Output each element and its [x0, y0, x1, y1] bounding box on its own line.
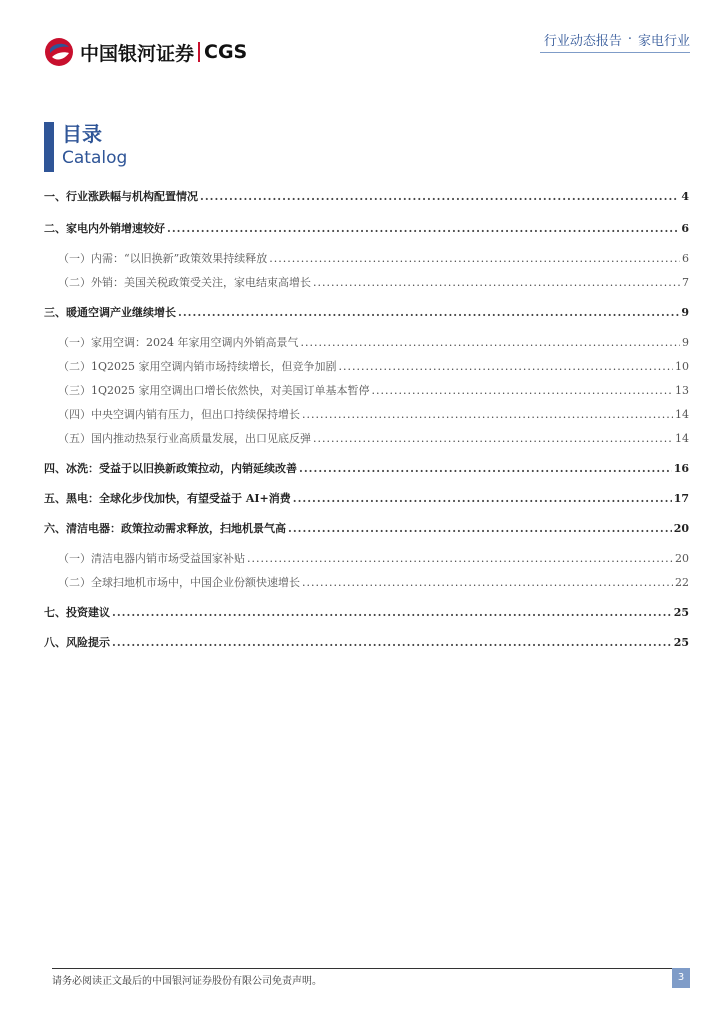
toc-entry[interactable]: [44, 220, 689, 240]
toc-entry-number: （一）: [58, 552, 91, 565]
toc-leader-dots: [269, 252, 680, 265]
toc-entry-page: 25: [673, 636, 689, 649]
toc-subentry[interactable]: [44, 406, 689, 426]
toc-entry-number: （二）: [58, 276, 91, 289]
toc-entry-page: 14: [675, 408, 689, 421]
toc-entry-page: 22: [675, 576, 689, 589]
toc-subentry[interactable]: [44, 274, 689, 294]
toc-entry-number: 三、: [44, 306, 66, 319]
toc-entry[interactable]: [44, 304, 689, 324]
toc-entry-number: 八、: [44, 636, 66, 649]
toc-entry-number: （四）: [58, 408, 91, 421]
toc-leader-dots: [288, 522, 672, 535]
toc-entry[interactable]: [44, 460, 689, 480]
toc-entry-page: 6: [682, 252, 689, 265]
toc-entry-title: 清洁电器内销市场受益国家补贴: [91, 552, 245, 565]
toc-entry-page: 9: [682, 336, 689, 349]
toc-subentry[interactable]: [44, 430, 689, 450]
toc-leader-dots: [299, 462, 672, 475]
toc-entry-title: 全球扫地机市场中，中国企业份额快速增长: [91, 576, 300, 589]
toc-leader-dots: [313, 432, 673, 445]
toc-entry-title: 内需：“以旧换新”政策效果持续释放: [91, 252, 268, 265]
toc-entry-title: 冰洗：受益于以旧换新政策拉动，内销延续改善: [66, 462, 297, 475]
toc-entry-title: 清洁电器：政策拉动需求释放，扫地机景气高: [66, 522, 286, 535]
toc-entry-number: （二）: [58, 576, 91, 589]
toc-entry-page: 20: [675, 552, 689, 565]
page-header: [0, 0, 724, 80]
toc-entry-page: 4: [681, 190, 689, 203]
toc-entry-title: 家用空调：2024 年家用空调内外销高景气: [91, 336, 299, 349]
toc-entry-page: 9: [681, 306, 689, 319]
toc-entry-number: 六、: [44, 522, 66, 535]
toc-leader-dots: [372, 384, 673, 397]
toc-entry-page: 17: [673, 492, 689, 505]
toc-leader-dots: [200, 190, 679, 203]
page-number: 3: [672, 968, 690, 988]
toc-entry-number: 七、: [44, 606, 66, 619]
toc-entry[interactable]: [44, 490, 689, 510]
toc-heading-bar: [44, 122, 54, 172]
toc-entry-page: 20: [673, 522, 689, 535]
toc-leader-dots: [301, 336, 681, 349]
header-rule: [540, 52, 690, 53]
toc-entry-page: 14: [675, 432, 689, 445]
toc-entry-page: 16: [673, 462, 689, 475]
toc-entry-number: （一）: [58, 252, 91, 265]
toc-entry-number: 四、: [44, 462, 66, 475]
toc-entry-page: 10: [675, 360, 689, 373]
toc-entry-number: 二、: [44, 222, 66, 235]
toc-entry-title: 1Q2025 家用空调内销市场持续增长，但竞争加剧: [91, 360, 337, 373]
toc-title-english: Catalog: [62, 148, 128, 168]
toc-entry[interactable]: [44, 188, 689, 208]
toc-leader-dots: [302, 576, 673, 589]
toc-entry-title: 行业涨跌幅与机构配置情况: [66, 190, 198, 203]
toc-entry-title: 家电内外销增速较好: [66, 222, 165, 235]
company-logo: [44, 36, 247, 68]
toc-entry-number: 一、: [44, 190, 66, 203]
toc-entry-number: （一）: [58, 336, 91, 349]
toc-entry-title: 国内推动热泵行业高质量发展，出口见底反弹: [91, 432, 311, 445]
logo-english-name: CGS: [204, 41, 248, 63]
toc-entry-number: （二）: [58, 360, 91, 373]
toc-leader-dots: [112, 606, 672, 619]
toc-leader-dots: [339, 360, 673, 373]
logo-chinese-name: 中国银河证券: [80, 42, 195, 65]
toc-entry-title: 1Q2025 家用空调出口增长依然快，对美国订单基本暂停: [91, 384, 370, 397]
report-category: [544, 30, 690, 49]
toc-leader-dots: [302, 408, 673, 421]
logo-divider: [198, 42, 200, 62]
toc-subentry[interactable]: [44, 574, 689, 594]
toc-entry-page: 6: [681, 222, 689, 235]
toc-entry-page: 13: [675, 384, 689, 397]
toc-leader-dots: [167, 222, 679, 235]
toc-leader-dots: [178, 306, 679, 319]
toc-subentry[interactable]: [44, 358, 689, 378]
toc-entry-number: 五、: [44, 492, 66, 505]
toc-leader-dots: [247, 552, 673, 565]
cgs-logo-icon: [44, 37, 74, 67]
toc-entry-title: 外销：美国关税政策受关注，家电结束高增长: [91, 276, 311, 289]
industry-name: 家电行业: [637, 34, 690, 49]
toc-subentry[interactable]: [44, 382, 689, 402]
toc-leader-dots: [112, 636, 672, 649]
toc-entry-title: 中央空调内销有压力，但出口持续保持增长: [91, 408, 300, 421]
toc-entry-title: 暖通空调产业继续增长: [66, 306, 176, 319]
toc-entry-number: （五）: [58, 432, 91, 445]
toc-subentry[interactable]: [44, 550, 689, 570]
toc-title-chinese: 目录: [62, 122, 102, 146]
toc-leader-dots: [313, 276, 680, 289]
toc-entry-number: （三）: [58, 384, 91, 397]
toc-entry-title: 投资建议: [66, 606, 110, 619]
footer-disclaimer: 请务必阅读正文最后的中国银河证券股份有限公司免责声明。: [52, 976, 322, 987]
toc-entry[interactable]: [44, 604, 689, 624]
toc-leader-dots: [293, 492, 672, 505]
toc-subentry[interactable]: [44, 250, 689, 270]
toc-subentry[interactable]: [44, 334, 689, 354]
toc-entry-page: 25: [673, 606, 689, 619]
toc-entry[interactable]: [44, 634, 689, 654]
toc-entry-title: 黑电：全球化步伐加快，有望受益于 AI+消费: [66, 492, 291, 505]
report-type: 行业动态报告: [543, 34, 622, 49]
toc-entry-page: 7: [682, 276, 689, 289]
toc-entry[interactable]: [44, 520, 689, 540]
header-separator: ·: [627, 32, 632, 47]
toc-entry-title: 风险提示: [66, 636, 110, 649]
footer-rule: [52, 968, 690, 969]
